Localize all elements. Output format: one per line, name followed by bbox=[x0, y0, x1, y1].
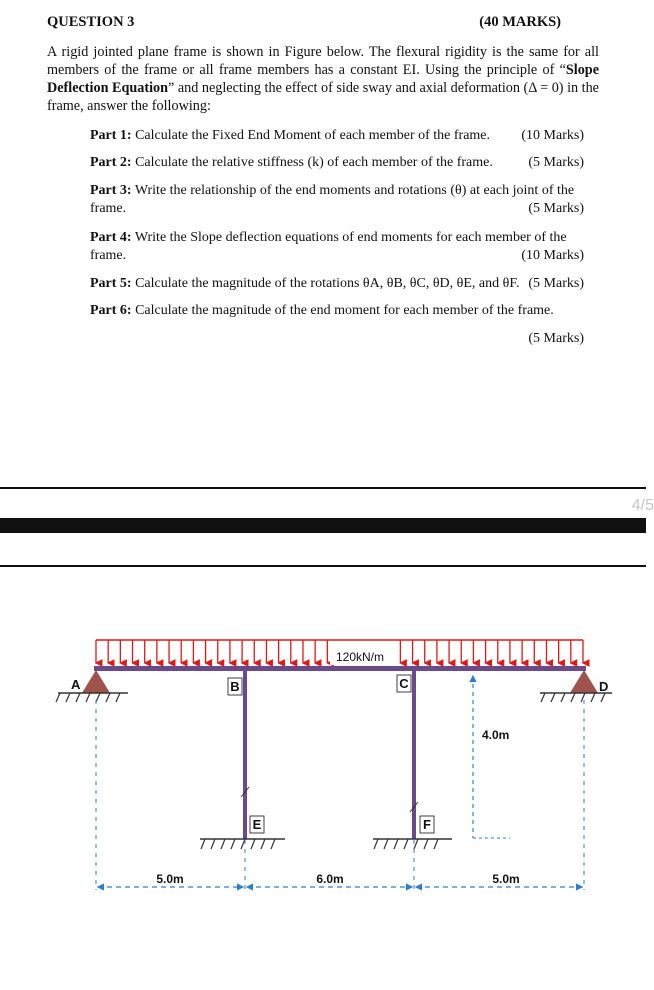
span-label-BC: 6.0m bbox=[316, 872, 344, 886]
part-text: Calculate the magnitude of the rotations θA, θB, θC, θD, θE, and θF. bbox=[135, 276, 520, 291]
part-2 bbox=[90, 154, 592, 172]
joint-label-D: D bbox=[599, 679, 609, 694]
height-label: 4.0m bbox=[482, 728, 510, 742]
part-text: Calculate the magnitude of the end moment for each member of the frame. bbox=[135, 303, 554, 318]
intro-text-1: A rigid jointed plane frame is shown in Figure below. The flexural rigidity is the same for all members of the frame or all frame members has a constant EI. Using the principle of “ bbox=[47, 44, 599, 78]
load-label: 120kN/m bbox=[335, 650, 385, 664]
joint-label-C: C bbox=[399, 676, 409, 691]
page-divider-bottom bbox=[0, 565, 646, 567]
ground-hatch-E bbox=[201, 839, 275, 849]
part-marks: (5 Marks) bbox=[528, 276, 584, 291]
page-divider-top bbox=[0, 487, 646, 489]
part-4 bbox=[90, 229, 592, 265]
part-text: Calculate the Fixed End Moment of each member of the frame. bbox=[135, 128, 491, 143]
span-label-AB: 5.0m bbox=[156, 872, 184, 886]
column-CF bbox=[412, 671, 416, 839]
ground-hatch-D bbox=[541, 693, 605, 702]
part-marks: (5 Marks) bbox=[528, 331, 584, 346]
page-divider-band bbox=[0, 518, 646, 533]
question-marks: (40 MARKS) bbox=[479, 14, 561, 30]
joint-label-E: E bbox=[252, 817, 262, 832]
joint-label-A: A bbox=[71, 677, 81, 692]
ground-hatch-F bbox=[374, 839, 438, 849]
part-label: Part 3: bbox=[90, 183, 132, 198]
pin-support-A bbox=[82, 670, 110, 693]
part-marks: (5 Marks) bbox=[528, 201, 584, 216]
part-6 bbox=[90, 302, 592, 346]
part-label: Part 4: bbox=[90, 230, 132, 245]
part-text: Write the Slope deflection equations of end moments for each member of the frame. bbox=[90, 230, 567, 263]
part-label: Part 6: bbox=[90, 303, 132, 318]
question-title: QUESTION 3 bbox=[47, 14, 135, 30]
page-indicator: 4/5 bbox=[631, 497, 654, 514]
part-label: Part 1: bbox=[90, 128, 132, 143]
question-header bbox=[47, 14, 587, 31]
part-marks: (10 Marks) bbox=[521, 248, 584, 263]
span-label-CD: 5.0m bbox=[492, 872, 520, 886]
part-label: Part 2: bbox=[90, 155, 132, 170]
joint-label-B: B bbox=[230, 679, 240, 694]
part-1 bbox=[90, 127, 592, 145]
column-BE bbox=[243, 671, 247, 839]
frame-figure bbox=[0, 600, 646, 920]
joint-label-F: F bbox=[423, 817, 431, 832]
part-3 bbox=[90, 182, 592, 218]
part-text: Write the relationship of the end moments and rotations (θ) at each joint of the frame. bbox=[90, 183, 575, 216]
ground-hatch-A bbox=[56, 693, 120, 702]
part-label: Part 5: bbox=[90, 276, 132, 291]
part-marks: (5 Marks) bbox=[528, 155, 584, 170]
part-text: Calculate the relative stiffness (k) of each member of the frame. bbox=[135, 155, 493, 170]
part-marks: (10 Marks) bbox=[521, 128, 584, 143]
intro-text-bold: Slope Deflection Equation bbox=[47, 62, 599, 96]
question-intro bbox=[47, 43, 599, 115]
intro-text-2: ” and neglecting the effect of side sway and axial deformation (Δ = 0) in the frame, answer the following: bbox=[47, 80, 599, 114]
pin-support-D bbox=[570, 670, 598, 693]
beam-ABCD bbox=[94, 666, 586, 671]
part-5 bbox=[90, 275, 592, 293]
